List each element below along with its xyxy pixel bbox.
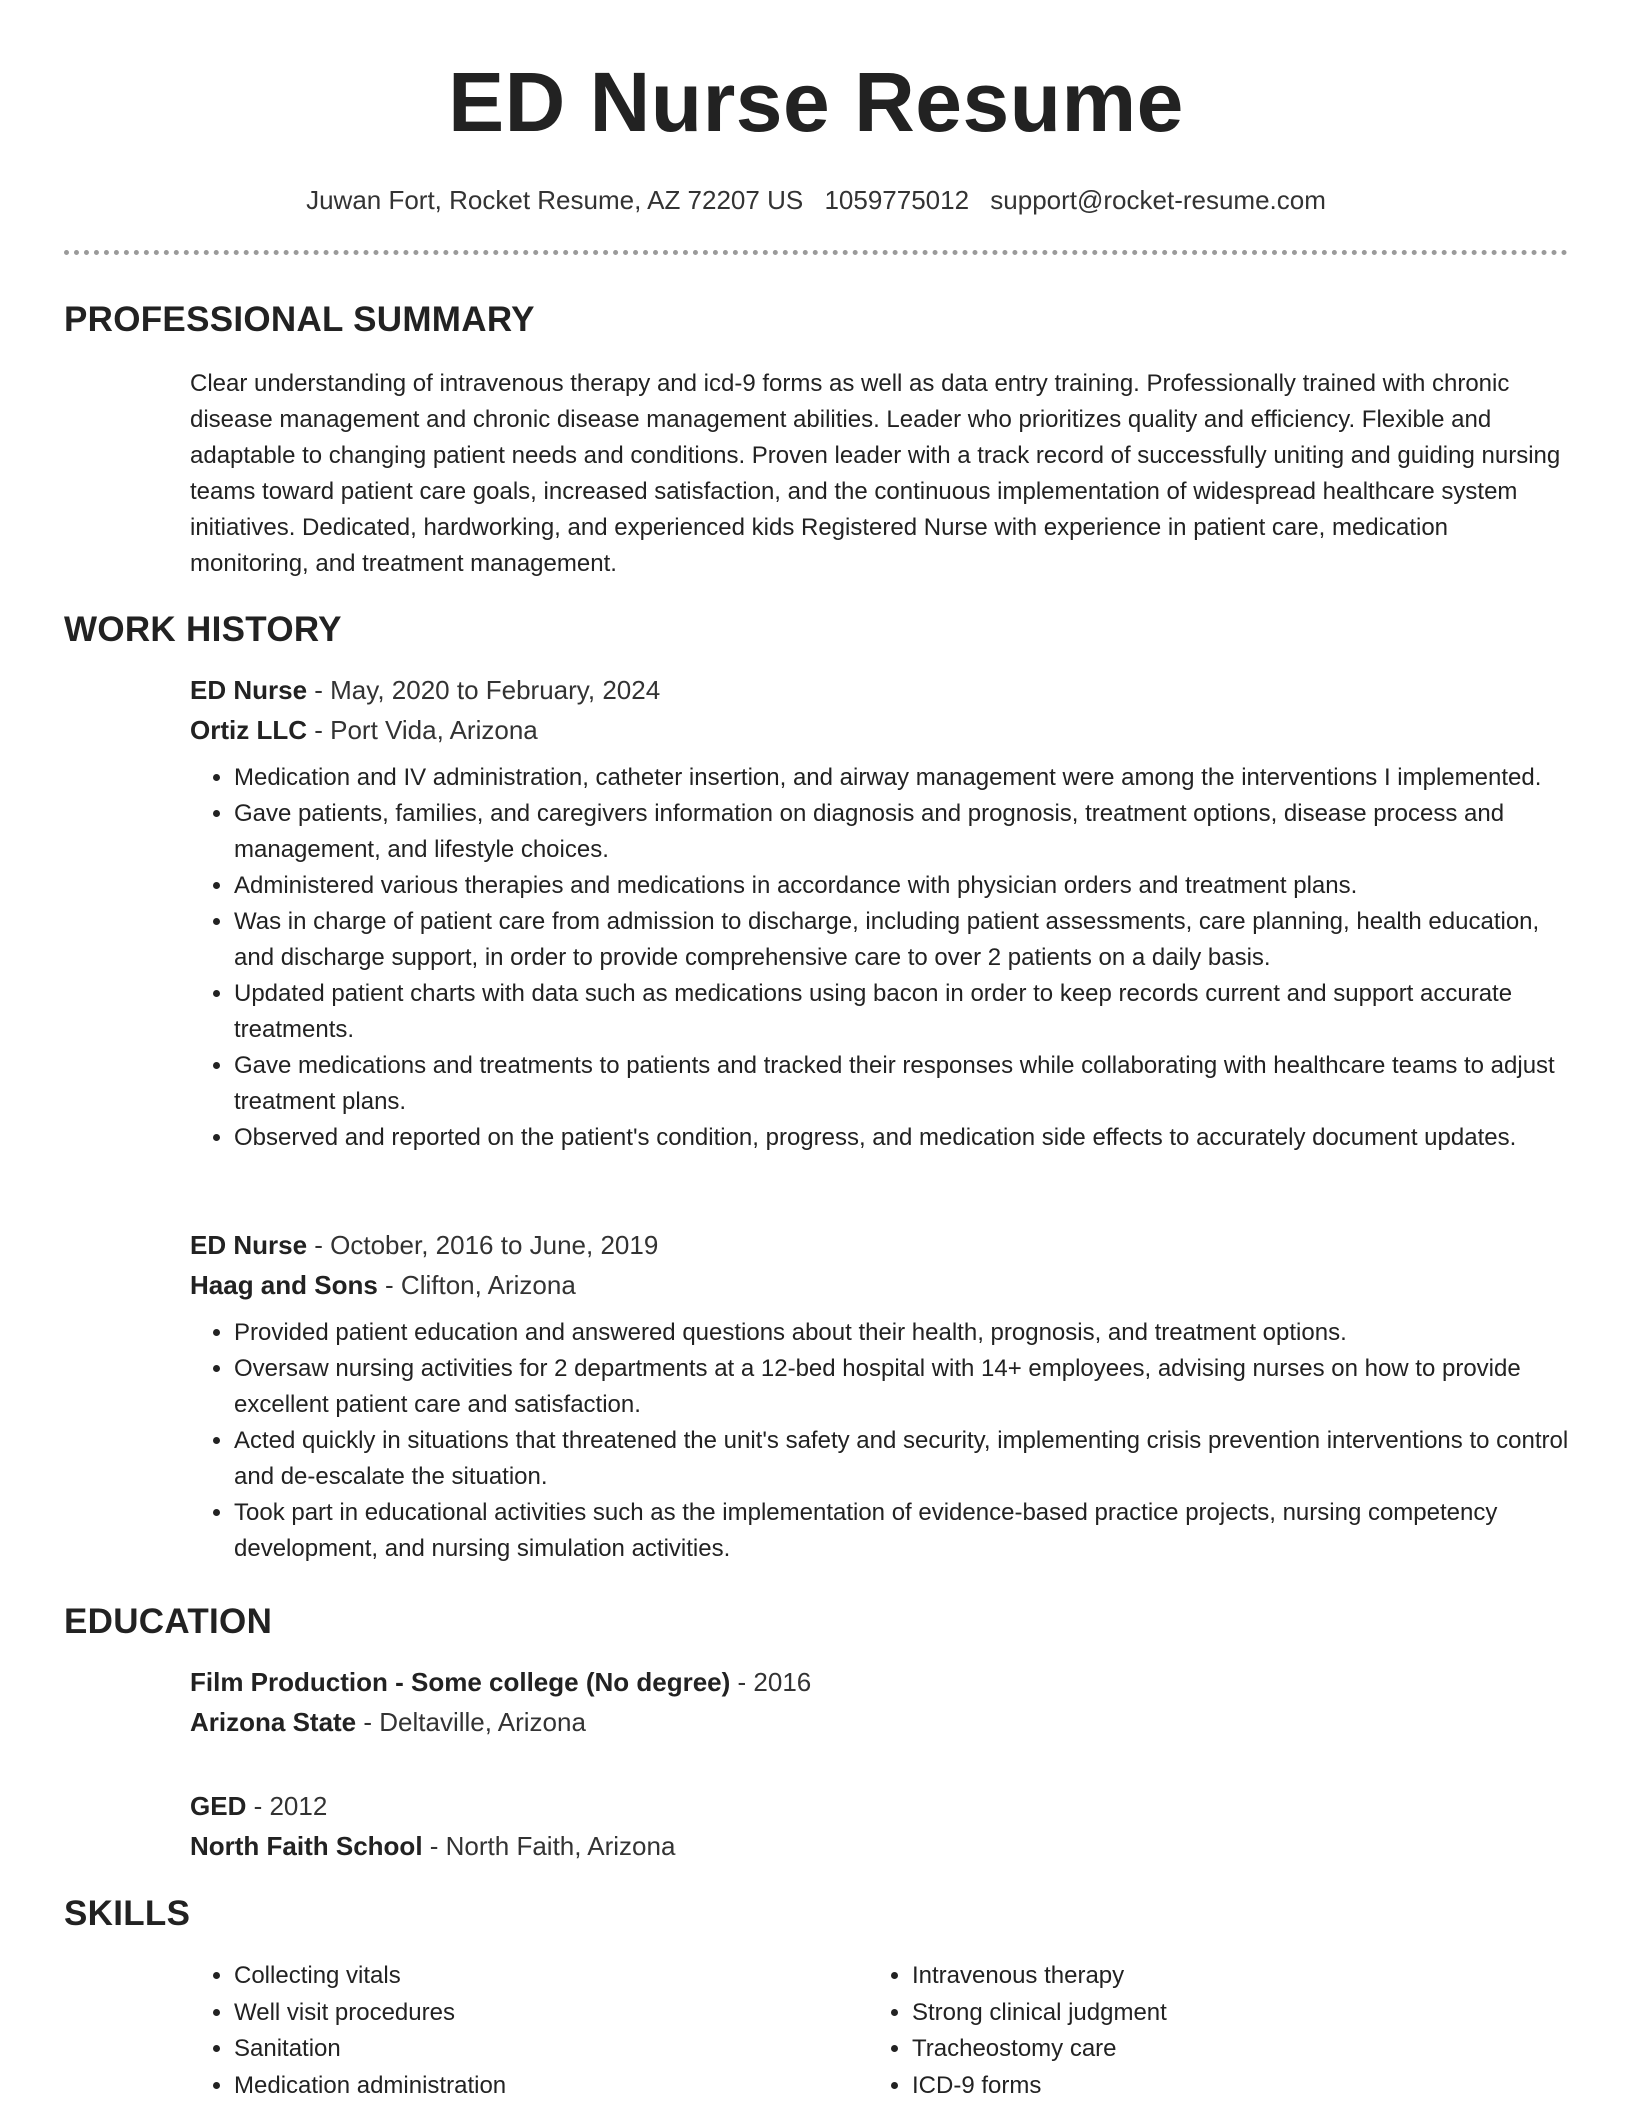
list-item: • Tracheostomy care	[912, 2031, 1528, 2068]
job-company: Ortiz LLC	[190, 715, 307, 745]
job-title: ED Nurse	[190, 1230, 308, 1260]
list-item: • Sanitation	[234, 2031, 850, 2068]
list-item: • Oversaw nursing activities for 2 departments at a 12-bed hospital with 14+ employees, advising nurses on how to provide excellent patient care and satisfaction.	[234, 1351, 1570, 1423]
list-item: • Took part in educational activities such as the implementation of evidence-based practice projects, nursing competency development, and nursing simulation activities.	[234, 1495, 1570, 1567]
list-item: • ICD-9 forms	[912, 2068, 1528, 2105]
list-item: • Administered various therapies and medications in accordance with physician orders and treatment plans.	[234, 868, 1570, 904]
job-title: ED Nurse	[190, 675, 308, 705]
list-item: • Intravenous therapy	[912, 1958, 1528, 1995]
list-item: • Acted quickly in situations that threatened the unit's safety and security, implementing crisis prevention interventions to control and de-escalate the situation.	[234, 1423, 1570, 1495]
education-entry	[190, 1786, 1570, 1866]
education-heading: EDUCATION	[64, 1602, 273, 1641]
contact-email: support@rocket-resume.com	[990, 185, 1326, 215]
summary-text: Clear understanding of intravenous therapy and icd-9 forms as well as data entry training. Professionally trained with chronic disease management and chronic disease management abilities. Leader who prioritizes quality and efficiency. Flexible and adaptable to changing patient needs and conditions. Proven leader with a track record of successfully uniting and guiding nursing teams toward patient care goals, increased satisfaction, and the continuous implementation of widespread healthcare system initiatives. Dedicated, hardworking, and experienced kids Registered Nurse with experience in patient care, medication monitoring, and treatment management.	[190, 370, 1561, 577]
job-bullets	[190, 1315, 1570, 1567]
list-item: • Provided patient education and answered questions about their health, prognosis, and treatment options.	[234, 1315, 1570, 1351]
education-degree: Film Production - Some college (No degree)	[190, 1667, 731, 1697]
job-dates: - October, 2016 to June, 2019	[307, 1230, 659, 1260]
list-item: • Medication and IV administration, catheter insertion, and airway management were among the interventions I implemented.	[234, 760, 1570, 796]
education-school: North Faith School	[190, 1831, 423, 1861]
job-entry	[190, 1225, 1570, 1567]
list-item: • Well visit procedures	[234, 1995, 850, 2032]
job-dates: - May, 2020 to February, 2024	[307, 675, 661, 705]
header-divider	[64, 250, 1568, 255]
list-item: • Collecting vitals	[234, 1958, 850, 1995]
job-company-line	[190, 1265, 1570, 1305]
education-school-line	[190, 1702, 1570, 1742]
list-item: • Gave patients, families, and caregivers information on diagnosis and prognosis, treatment options, disease process and management, and lifestyle choices.	[234, 796, 1570, 868]
job-entry	[190, 670, 1570, 1156]
job-bullets	[190, 760, 1570, 1156]
education-degree: GED	[190, 1791, 247, 1821]
job-company-line	[190, 710, 1570, 750]
education-degree-line	[190, 1662, 1570, 1702]
skills-heading: SKILLS	[64, 1894, 191, 1933]
work-history-heading: WORK HISTORY	[64, 610, 342, 649]
education-year: - 2012	[246, 1791, 328, 1821]
education-school: Arizona State	[190, 1707, 357, 1737]
list-item: • Strong clinical judgment	[912, 1995, 1528, 2032]
education-school-line	[190, 1826, 1570, 1866]
contact-address: Juwan Fort, Rocket Resume, AZ 72207 US	[306, 185, 804, 215]
contact-line	[0, 182, 1632, 218]
job-title-line	[190, 1225, 1570, 1265]
education-year: - 2016	[730, 1667, 812, 1697]
education-location: - Deltaville, Arizona	[356, 1707, 586, 1737]
list-item: • Updated patient charts with data such as medications using bacon in order to keep records current and support accurate treatments.	[234, 976, 1570, 1048]
list-item: • Medication administration	[234, 2068, 850, 2105]
education-degree-line	[190, 1786, 1570, 1826]
job-location: - Clifton, Arizona	[377, 1270, 576, 1300]
list-item: • Gave medications and treatments to patients and tracked their responses while collaborating with healthcare teams to adjust treatment plans.	[234, 1048, 1570, 1120]
contact-phone: 1059775012	[824, 185, 970, 215]
list-item: • Was in charge of patient care from admission to discharge, including patient assessments, care planning, health education, and discharge support, in order to provide comprehensive care to over 2 patients on a daily basis.	[234, 904, 1570, 976]
job-company: Haag and Sons	[190, 1270, 378, 1300]
education-entry	[190, 1662, 1570, 1742]
skills-column-right	[868, 1958, 1528, 2104]
skills-column-left	[190, 1958, 850, 2104]
job-location: - Port Vida, Arizona	[307, 715, 538, 745]
summary-heading: PROFESSIONAL SUMMARY	[64, 300, 535, 339]
list-item: • Observed and reported on the patient's condition, progress, and medication side effects to accurately document updates.	[234, 1120, 1570, 1156]
page-title: ED Nurse Resume	[448, 55, 1184, 149]
education-location: - North Faith, Arizona	[422, 1831, 676, 1861]
job-title-line	[190, 670, 1570, 710]
